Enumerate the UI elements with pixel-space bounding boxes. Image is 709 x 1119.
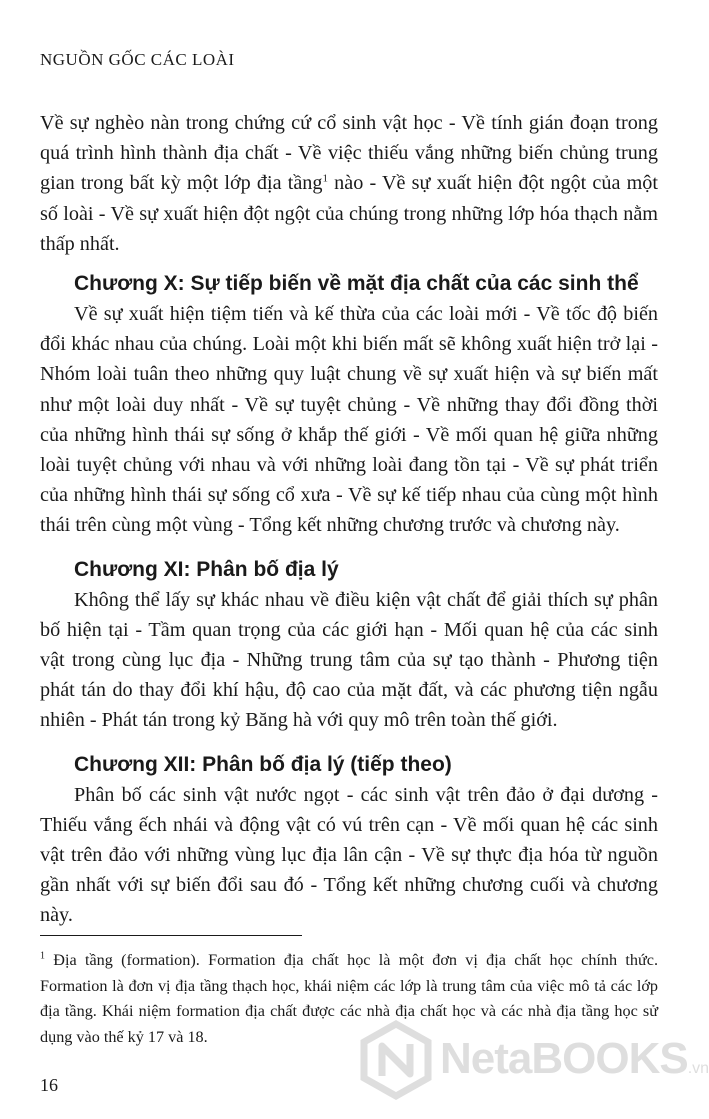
watermark-name: NetaBOOKS [440, 1034, 688, 1083]
chapter-heading-x: Chương X: Sự tiếp biến về mặt địa chất của các sinh thể [74, 272, 639, 296]
intro-paragraph [40, 108, 658, 259]
footnote-divider [40, 935, 302, 936]
chapter-heading-xi: Chương XI: Phân bố địa lý [74, 557, 339, 581]
footnote-marker: 1 [40, 950, 45, 962]
page-content [40, 108, 658, 931]
watermark-text [440, 1034, 709, 1084]
netabooks-logo-icon [360, 1020, 432, 1100]
footnote-reference: 1 [322, 172, 328, 185]
chapter-summary-xii: Phân bố các sinh vật nước ngọt - các sinh vật trên đảo ở đại dương - Thiếu vắng ếch nhái và động vật có vú trên cạn - Về mối quan hệ các sinh vật trên đảo với những vùng lục địa lân cận - Về sự thực địa hóa từ nguồn gần nhất với sự biến đổi sau đó - Tổng kết những chương cuối và chương này. [40, 783, 658, 927]
page-number: 16 [40, 1075, 58, 1095]
publisher-watermark [360, 1020, 709, 1100]
chapter-summary-xi: Không thể lấy sự khác nhau về điều kiện vật chất để giải thích sự phân bố hiện tại - Tầm quan trọng của các giới hạn - Mối quan hệ của các sinh vật trong cùng lục địa - Những trung tâm của sự tạo thành - Phương tiện phát tán do thay đổi khí hậu, độ cao của mặt đất, và các phương tiện ngẫu nhiên - Phát tán trong kỷ Băng hà với quy mô trên toàn thế giới. [40, 588, 658, 732]
intro-text-after: nào - Về sự xuất hiện đột ngột của một số loài - Về sự xuất hiện đột ngột của chúng trong những lớp hóa thạch nằm thấp nhất. [40, 172, 658, 255]
chapter-heading-xii: Chương XII: Phân bố địa lý (tiếp theo) [74, 752, 452, 776]
watermark-suffix: .vn [687, 1060, 709, 1077]
running-head: NGUỒN GỐC CÁC LOÀI [40, 50, 235, 69]
intro-text-before: Về sự nghèo nàn trong chứng cứ cổ sinh vật học - Về tính gián đoạn trong quá trình hình thành địa chất - Về việc thiếu vắng những biến chủng trung gian trong bất kỳ một lớp địa tầng [40, 112, 658, 195]
chapter-summary-x: Về sự xuất hiện tiệm tiến và kế thừa của các loài mới - Về tốc độ biến đổi khác nhau của chúng. Loài một khi biến mất sẽ không xuất hiện trở lại - Nhóm loài tuân theo những quy luật chung về sự xuất hiện và sự biến mất như một loài duy nhất - Về sự tuyệt chủng - Về những thay đổi đồng thời của những hình thái sự sống ở khắp thế giới - Về mối quan hệ giữa những loài tuyệt chủng với nhau và với những loài đang tồn tại - Về sự phát triển của những hình thái sự sống cổ xưa - Về sự kế tiếp nhau của cùng một hình thái trên cùng một vùng - Tổng kết những chương trước và chương này. [40, 303, 658, 537]
footnote-text: Địa tầng (formation). Formation địa chất học là một đơn vị địa chất học chính thức. Formation là đơn vị địa tầng thạch học, khái niệm các lớp là trung tâm của việc mô tả các lớp địa tầng. Khái niệm formation địa chất được các nhà địa chất học và các nhà địa tầng học sử dụng vào thế kỷ 17 và 18. [40, 951, 658, 1046]
